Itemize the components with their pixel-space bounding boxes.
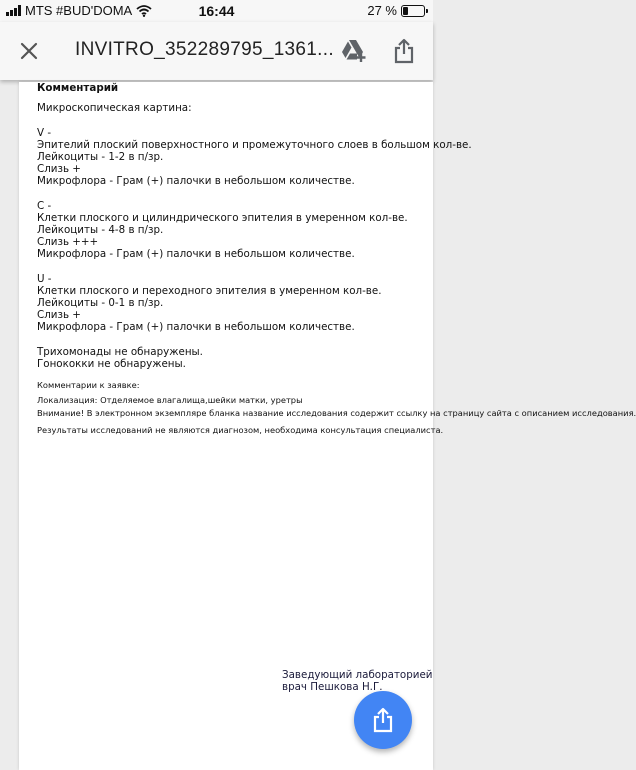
- signature-title: Заведующий лабораторией: [282, 669, 433, 681]
- section-line: Клетки плоского и цилиндрического эпителия в умеренном кол-ве.: [37, 212, 408, 224]
- battery-fill: [403, 7, 408, 15]
- intro-line: Микроскопическая картина:: [37, 102, 192, 114]
- section-line: Клетки плоского и переходного эпителия в умеренном кол-ве.: [37, 285, 382, 297]
- add-to-drive-icon: [341, 39, 367, 63]
- carrier-name: MTS #BUD'DOMA: [25, 3, 133, 18]
- finding-line: Гонококки не обнаружены.: [37, 358, 186, 370]
- document-heading: Комментарий: [37, 82, 119, 94]
- findings: [37, 346, 433, 370]
- battery-icon: [401, 5, 425, 17]
- localization-line: Локализация: Отделяемое влагалища,шейки матки, уретры: [37, 394, 303, 405]
- section-line: Лейкоциты - 4-8 в п/зр.: [37, 224, 164, 236]
- section-line: Микрофлора - Грам (+) палочки в небольшом количестве.: [37, 248, 355, 260]
- section-line: V -: [37, 127, 52, 139]
- share-button[interactable]: [388, 35, 420, 67]
- section-line: Слизь +: [37, 309, 81, 321]
- app-toolbar: [0, 22, 433, 80]
- add-to-drive-button[interactable]: [338, 35, 370, 67]
- request-comments-label: Комментарии к заявке:: [37, 380, 140, 390]
- disclaimer-line: Результаты исследований не являются диагнозом, необходима консультация специалиста.: [37, 425, 444, 435]
- clock: 16:44: [198, 3, 235, 19]
- warning-line: Внимание! В электронном экземпляре бланка название исследования содержит ссылку на страницу сайта с описанием исследования.: [37, 408, 636, 418]
- section-line: Микрофлора - Грам (+) палочки в небольшом количестве.: [37, 321, 355, 333]
- document-notes: [37, 380, 636, 436]
- share-icon: [372, 707, 394, 733]
- section-line: C -: [37, 200, 52, 212]
- share-icon: [393, 38, 415, 64]
- section-line: Лейкоциты - 1-2 в п/зр.: [37, 151, 164, 163]
- signature-doctor: врач Пешкова Н.Г.: [282, 681, 383, 693]
- section-c: [37, 200, 433, 260]
- close-icon: [20, 42, 38, 60]
- signature-block: [282, 669, 433, 693]
- section-v: [37, 127, 472, 187]
- section-line: Слизь +++: [37, 236, 99, 248]
- finding-line: Трихомонады не обнаружены.: [37, 346, 203, 358]
- section-line: Эпителий плоский поверхностного и промежуточного слоев в большом кол-ве.: [37, 139, 472, 151]
- section-line: Слизь +: [37, 163, 81, 175]
- status-right: [367, 3, 425, 18]
- fab-share-button[interactable]: [354, 691, 412, 749]
- section-u: [37, 273, 433, 333]
- file-title: INVITRO_352289795_1361...: [75, 39, 334, 60]
- battery-percent: 27 %: [367, 3, 397, 18]
- document-page[interactable]: [19, 82, 636, 770]
- section-line: Микрофлора - Грам (+) палочки в небольшом количестве.: [37, 175, 355, 187]
- document-content: [37, 82, 636, 440]
- status-bar: [0, 0, 433, 22]
- section-line: U -: [37, 273, 52, 285]
- section-line: Лейкоциты - 0-1 в п/зр.: [37, 297, 164, 309]
- close-button[interactable]: [10, 32, 48, 70]
